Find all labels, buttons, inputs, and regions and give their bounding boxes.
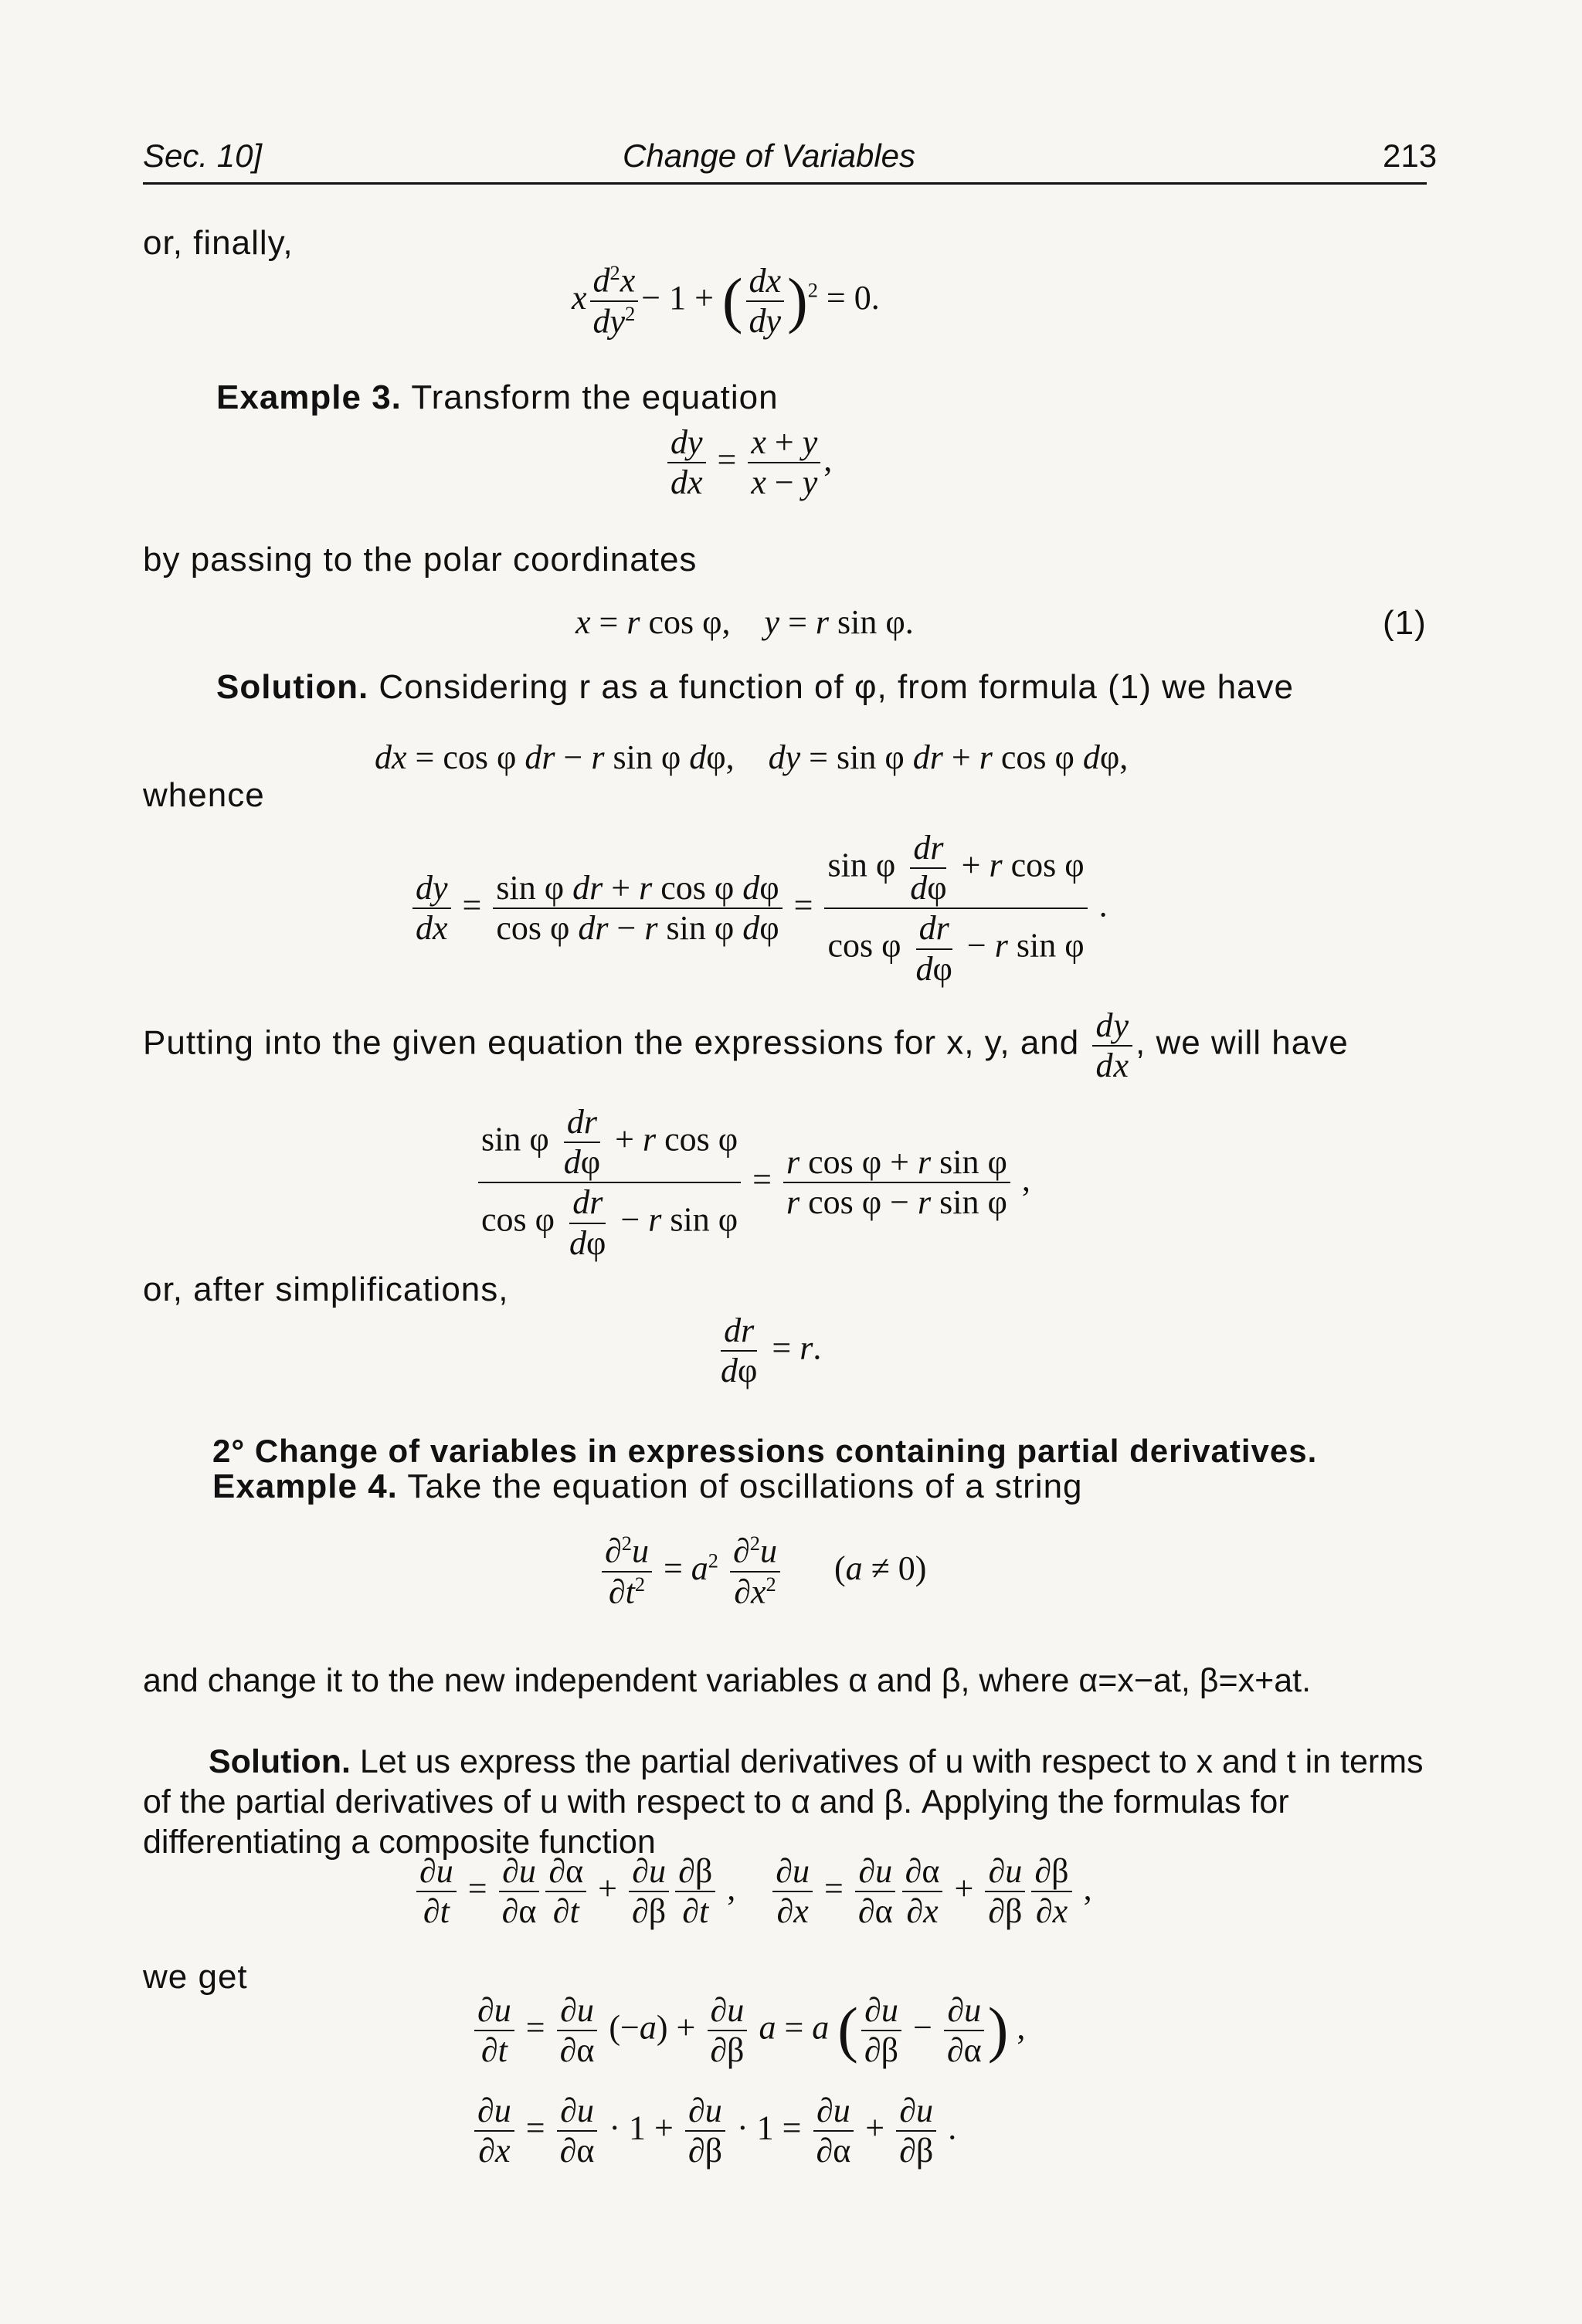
text-we-will-have: , we will have [1136,1023,1349,1062]
text-we-get: we get [143,1958,248,1996]
equation-number-1: (1) [1383,604,1427,642]
example-4-heading [212,1467,1083,1506]
equation-dr-dphi: $\frac{dr}{d\varphi}$ = r. [721,1311,822,1390]
text-whence: whence [143,776,265,814]
text-after-simplifications: or, after simplifications, [143,1271,509,1308]
equation-substituted: sin φ $\frac{dr}{d\varphi}$ + r cos φ cos φ $\frac{dr}{d\varphi}$ − r sin φ = $\frac{\text{r cos φ + r sin φ}}{\text{r cos φ − r sin φ}}$ , [475,1104,1030,1261]
example-3-heading [216,378,779,417]
running-head-section: Sec. 10] [143,137,263,174]
equation-wave: $\frac{\partial^2u}{\partial t^2}$ = $a^2$ $\frac{\partial^2u}{\partial x^2}$ (a ≠ 0) [599,1533,926,1610]
example-3-text: Transform the equation [411,378,779,416]
solution-1-paragraph [216,668,1294,707]
text-polar-coordinates: by passing to the polar coordinates [143,541,698,578]
solution-1-label: Solution. [216,668,369,706]
text-or-finally: or, finally, [143,224,294,262]
solution-2-paragraph [143,1742,1425,1862]
putting-paragraph: Putting into the given equation the expressions for x, y, and $\frac{dy}{dx}$ , we will have [143,1006,1349,1085]
equation-polar: x = r cos φ, y = r sin φ. [575,603,914,641]
text-change-variables: and change it to the new independent variables α and β, where α=x−at, β=x+at. [143,1662,1312,1699]
example-4-text: Take the equation of oscillations of a string [407,1467,1083,1505]
equation-dy-dx-polar: $\frac{dy}{dx}$ = $\frac{\text{sin φ dr + r cos φ dφ}}{\text{cos φ dr − r sin φ dφ}}$ = sin φ $\frac{dr}{d\varphi}$ + r cos φ cos φ $\frac{dr}{d\varphi}$ − r sin φ . [409,830,1108,987]
equation-chain-rule: $\frac{\partial u}{\partial t}$ = $\frac{\partial u}{\partial\alpha}$ $\frac{\partial\alpha}{\partial t}$ + $\frac{\partial u}{\partial\beta}$ $\frac{\partial\beta}{\partial t}$ , $\frac{\partial u}{\partial x}$ = $\frac{\partial u}{\partial\alpha}$ $\frac{\partial\alpha}{\partial x}$ + $\frac{\partial u}{\partial\beta}$ $\frac{\partial\beta}{\partial x}$ , [413,1854,1092,1929]
solution-2-label: Solution. [209,1743,351,1780]
equation-du-dx: $\frac{\partial u}{\partial x}$ = $\frac{\partial u}{\partial\alpha}$ · 1 + $\frac{\partial u}{\partial\beta}$ · 1 = $\frac{\partial u}{\partial\alpha}$ + $\frac{\partial u}{\partial\beta}$ . [471,2093,956,2169]
example-4-label: Example 4. [212,1467,398,1505]
running-head-title: Change of Variables [623,137,916,174]
example-3-label: Example 3. [216,378,402,416]
page-number: 213 [1383,137,1438,174]
text-putting: Putting into the given equation the expressions for x, y, and [143,1023,1080,1062]
equation-differentials: dx = cos φ dr − r sin φ dφ, dy = sin φ dr + r cos φ dφ, [375,738,1129,776]
solution-1-text: Considering r as a function of φ, from formula (1) we have [379,668,1294,706]
equation-final-form: x $\frac{d^2x}{dy^2}$ − 1 + ( $\frac{dx}{dy}$ )$^2$ = 0. [572,261,880,341]
header-rule [143,182,1427,185]
solution-2-text: Let us express the partial derivatives of u with respect to x and t in terms of the partial derivatives of u with respect to α and β. Applying the formulas for differentiating a composite function [143,1743,1424,1861]
equation-dy-dx: $\frac{dy}{dx}$ = $\frac{x + y}{x - y}$ , [664,425,832,500]
equation-du-dt: $\frac{\partial u}{\partial t}$ = $\frac{\partial u}{\partial\alpha}$ (−a) + $\frac{\partial u}{\partial\beta}$ a = a ( $\frac{\partial u}{\partial\beta}$ − $\frac{\partial u}{\partial\alpha}$ ) , [471,1993,1025,2068]
section-2-title: 2° Change of variables in expressions containing partial derivatives. [212,1433,1318,1469]
